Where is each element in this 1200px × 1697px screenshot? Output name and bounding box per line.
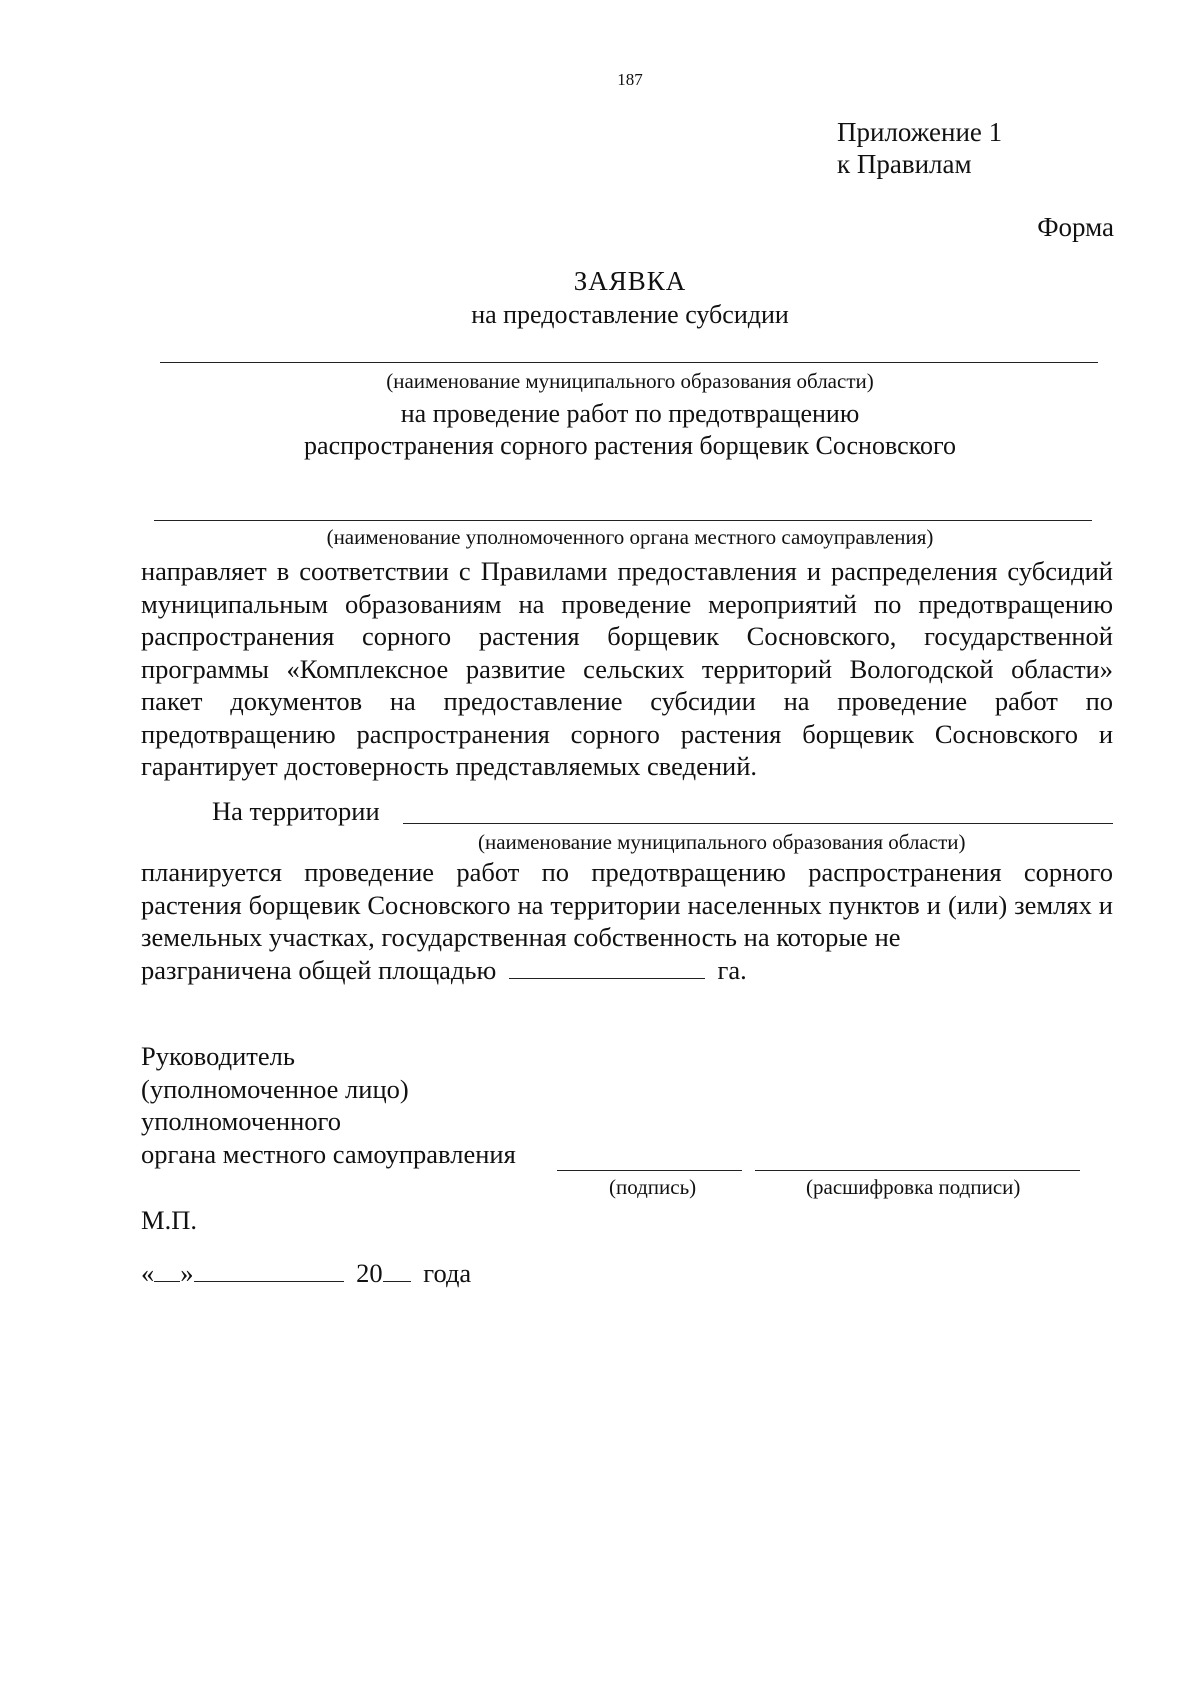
form-label: Форма [1037,212,1114,242]
municipality-caption: (наименование муниципального образования области) [386,369,874,393]
authority-name-field[interactable] [154,520,1092,521]
date-year-word: года [423,1258,472,1288]
signatory-line-1: Руководитель [141,1041,295,1071]
signature-field[interactable] [557,1170,742,1171]
document-subtitle: на предоставление субсидии [471,300,789,329]
signatory-line-3: уполномоченного [141,1106,341,1136]
document-title: ЗАЯВКА [573,266,687,296]
territory-label: На территории [212,796,380,826]
date-month-input[interactable] [194,1257,344,1282]
area-row [141,954,747,986]
territory-caption: (наименование муниципального образования области) [478,830,966,854]
municipality-name-field[interactable] [160,362,1098,363]
appendix-line-1: Приложение 1 [837,117,1003,147]
area-input[interactable] [509,954,705,979]
signature-caption: (подпись) [609,1175,697,1199]
signature-decoding-caption: (расшифровка подписи) [806,1175,1021,1199]
purpose-line-1: на проведение работ по предотвращению [400,399,860,428]
signatory-line-2: (уполномоченное лицо) [141,1073,409,1104]
date-close-quote: » [180,1258,194,1288]
purpose-line-2: распространения сорного растения борщевик Сосновского [304,431,956,460]
paragraph-planned-works: планируется проведение работ по предотвращению распространения сорного растения борщевик Сосновского на территории населенных пунктов и (или) землях и земельных участках, государственная собственность на которые не [141,857,1113,952]
area-label: разграничена общей площадью [141,955,497,985]
area-unit: га. [717,955,747,985]
signature-decoding-field[interactable] [755,1170,1080,1171]
territory-row [212,796,380,827]
date-day-input[interactable] [154,1257,180,1282]
page-number: 187 [617,70,643,89]
date-open-quote: « [141,1258,155,1288]
date-year-input[interactable] [383,1257,411,1282]
date-century: 20 [356,1258,383,1288]
signatory-block [141,1040,516,1170]
signatory-line-4: органа местного самоуправления [141,1138,516,1169]
paragraph-request: направляет в соответствии с Правилами предоставления и распределения субсидий муниципальным образованиям на проведение мероприятий по предотвращению распространения сорного растения борщевик Сосновского, государственной программы «Комплексное развитие сельских территорий Вологодской области» пакет документов на предоставление субсидии на проведение работ по предотвращению распространения сорного растения борщевик Сосновского и гарантирует достоверность представляемых сведений. [141,556,1113,781]
appendix-line-2: к Правилам [837,149,972,179]
territory-name-field[interactable] [403,823,1113,824]
stamp-label: М.П. [141,1205,197,1235]
appendix-reference [837,116,1002,180]
date-row [141,1257,471,1289]
authority-caption: (наименование уполномоченного органа местного самоуправления) [326,525,934,549]
